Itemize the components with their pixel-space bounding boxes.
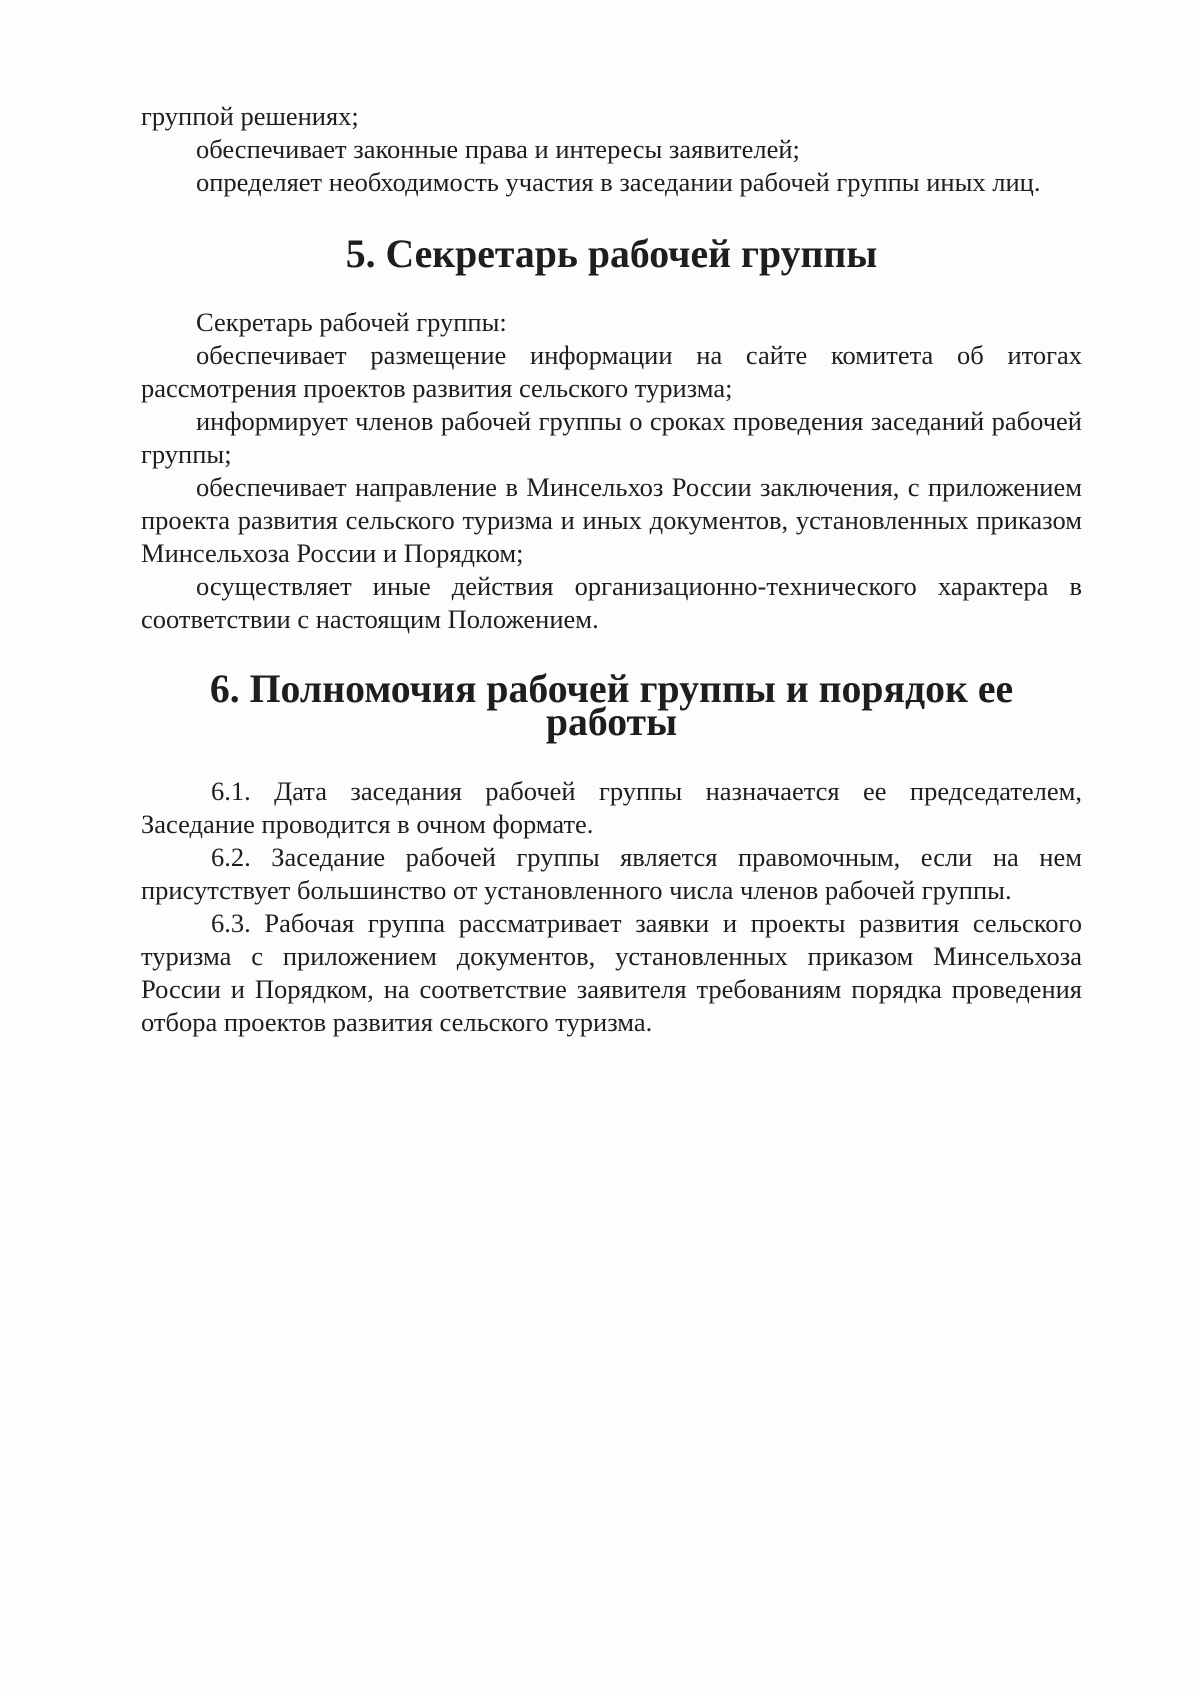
section-5-paragraph-3: информирует членов рабочей группы о сроках проведения заседаний рабочей группы; <box>141 406 1082 469</box>
section-6-heading: 6. Полномочия рабочей группы и порядок ее работы <box>209 667 1014 744</box>
intro-paragraph-2: обеспечивает законные права и интересы заявителей; <box>196 134 800 164</box>
section-6-paragraph-1: 6.1. Дата заседания рабочей группы назначается ее председателем, Заседание проводится в очном формате. <box>141 776 1082 839</box>
intro-paragraph-3: определяет необходимость участия в заседании рабочей группы иных лиц. <box>196 167 1041 197</box>
section-5-paragraph-5: осуществляет иные действия организационно-технического характера в соответствии с настоящим Положением. <box>141 571 1082 634</box>
section-6-paragraph-2: 6.2. Заседание рабочей группы является правомочным, если на нем присутствует большинство от установленного числа членов рабочей группы. <box>141 842 1082 905</box>
section-5-heading: 5. Секретарь рабочей группы <box>345 232 878 276</box>
section-6-paragraph-3: 6.3. Рабочая группа рассматривает заявки и проекты развития сельского туризма с приложением документов, установленных приказом Минсельхоза России и Порядком, на соответствие заявителя требованиям порядка проведения отбора проектов развития сельского туризма. <box>141 908 1082 1037</box>
section-5-paragraph-2: обеспечивает размещение информации на сайте комитета об итогах рассмотрения проектов развития сельского туризма; <box>141 340 1082 403</box>
section-5-paragraph-4: обеспечивает направление в Минсельхоз России заключения, с приложением проекта развития сельского туризма и иных документов, установленных приказом Минсельхоза России и Порядком; <box>141 472 1082 568</box>
document-body <box>141 100 1082 1039</box>
intro-paragraph-1: группой решениях; <box>141 101 359 131</box>
section-5-paragraph-1: Секретарь рабочей группы: <box>196 307 507 337</box>
